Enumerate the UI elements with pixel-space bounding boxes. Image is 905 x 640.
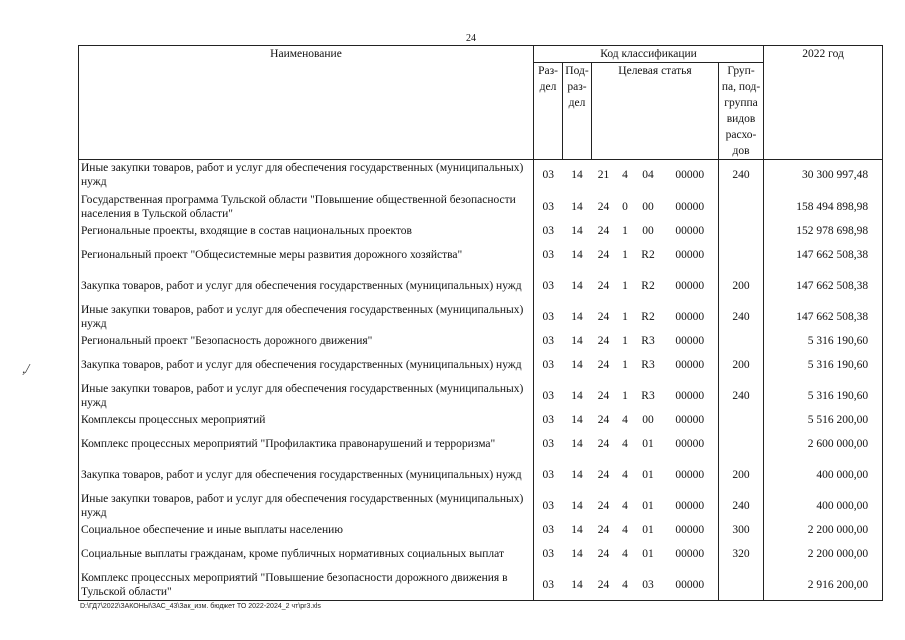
table-row — [79, 160, 883, 191]
row-amount: 400 000,00 — [764, 491, 883, 522]
row-section: 03 — [534, 240, 563, 271]
row-expense-group: 200 — [719, 460, 764, 491]
row-target-code: 00000 — [675, 500, 705, 512]
row-amount: 5 316 190,60 — [764, 381, 883, 412]
row-amount: 2 200 000,00 — [764, 522, 883, 539]
table-row — [79, 460, 883, 491]
table-row — [79, 539, 883, 570]
row-section: 03 — [534, 350, 563, 381]
row-subsection: 14 — [571, 335, 583, 347]
row-target-program: 24 — [597, 390, 610, 402]
row-target-direction: R3 — [641, 359, 655, 371]
row-subsection: 14 — [571, 169, 583, 182]
header-classification: Код классификации — [534, 46, 764, 63]
row-subsection: 14 — [571, 311, 583, 323]
row-target-code: 00000 — [675, 200, 705, 213]
row-target-code: 00000 — [675, 169, 705, 182]
row-section: 03 — [534, 223, 563, 240]
row-expense-group: 240 — [719, 491, 764, 522]
row-target-code: 00000 — [675, 438, 705, 450]
row-target-type: 1 — [622, 225, 628, 237]
row-target-program: 24 — [597, 359, 610, 371]
row-target-type: 1 — [622, 335, 628, 347]
row-target-type: 4 — [616, 570, 635, 601]
header-section: Раз- дел — [534, 63, 563, 160]
table-row — [79, 302, 883, 333]
row-target-program: 24 — [597, 335, 610, 347]
row-section: 03 — [534, 491, 563, 522]
row-subsection: 14 — [571, 280, 583, 292]
row-expense-group — [719, 191, 764, 223]
row-amount: 2 916 200,00 — [764, 570, 883, 601]
row-target-type: 4 — [622, 500, 628, 512]
row-section: 03 — [534, 333, 563, 350]
table-row — [79, 491, 883, 522]
row-target-type: 1 — [622, 249, 628, 261]
table-row — [79, 412, 883, 429]
row-section: 03 — [534, 302, 563, 333]
row-target-code: 00000 — [675, 414, 705, 426]
row-section: 03 — [534, 460, 563, 491]
row-target-direction: R2 — [641, 249, 655, 261]
table-row — [79, 333, 883, 350]
row-target-type: 4 — [622, 469, 628, 481]
row-target-program: 24 — [597, 280, 610, 292]
table-row — [79, 271, 883, 302]
row-target-type: 4 — [622, 524, 628, 536]
row-subsection: 14 — [571, 500, 583, 512]
row-target-code: 00000 — [662, 570, 719, 601]
table-row — [79, 350, 883, 381]
table-row — [79, 570, 883, 601]
row-target-program: 24 — [592, 570, 616, 601]
header-expense-group: Груп- па, под- группа видов расхо- дов — [719, 63, 764, 160]
row-target-direction: 01 — [642, 500, 654, 512]
row-section: 03 — [534, 191, 563, 223]
row-target-code: 00000 — [675, 390, 705, 402]
row-target-type: 1 — [622, 359, 628, 371]
row-target-program: 24 — [597, 414, 610, 426]
row-amount: 152 978 698,98 — [764, 223, 883, 240]
table-row — [79, 522, 883, 539]
row-target-code: 00000 — [675, 335, 705, 347]
row-name: Комплекс процессных мероприятий "Повышение безопасности дорожного движения в Тульской области" — [79, 570, 534, 601]
row-target-program: 21 — [597, 169, 610, 182]
row-target-type: 4 — [622, 548, 628, 560]
row-section: 03 — [534, 539, 563, 570]
row-name: Социальные выплаты гражданам, кроме публичных нормативных социальных выплат — [79, 539, 534, 570]
row-expense-group — [719, 412, 764, 429]
row-target-direction: 01 — [642, 548, 654, 560]
row-expense-group: 200 — [719, 350, 764, 381]
row-expense-group — [719, 240, 764, 271]
row-name: Закупка товаров, работ и услуг для обеспечения государственных (муниципальных) нужд — [79, 271, 534, 302]
row-subsection: 14 — [563, 570, 592, 601]
row-target-code: 00000 — [675, 469, 705, 481]
row-target-program: 24 — [597, 469, 610, 481]
table-row — [79, 223, 883, 240]
footer-file-path: D:\ГД7\2022\ЗАКОНЫ\ЗАС_43\Зак_изм. бюджет ТО 2022-2024_2 чт\pr3.xls — [80, 603, 321, 610]
row-target-direction: R2 — [641, 280, 655, 292]
row-target-direction: 00 — [642, 414, 654, 426]
row-target-program: 24 — [597, 225, 610, 237]
row-expense-group: 240 — [719, 302, 764, 333]
header-subsection: Под- раз- дел — [563, 63, 592, 160]
row-section: 03 — [534, 381, 563, 412]
row-amount: 5 516 200,00 — [764, 412, 883, 429]
row-name: Иные закупки товаров, работ и услуг для обеспечения государственных (муниципальных) нужд — [79, 381, 534, 412]
row-name: Закупка товаров, работ и услуг для обеспечения государственных (муниципальных) нужд — [79, 460, 534, 491]
row-target-direction: R2 — [641, 311, 655, 323]
row-subsection: 14 — [571, 359, 583, 371]
row-section: 03 — [534, 570, 563, 601]
header-year: 2022 год — [764, 46, 883, 160]
row-amount: 30 300 997,48 — [764, 160, 883, 191]
row-name: Социальное обеспечение и иные выплаты населению — [79, 522, 534, 539]
row-amount: 5 316 190,60 — [764, 333, 883, 350]
row-subsection: 14 — [571, 225, 583, 237]
row-target-code: 00000 — [675, 249, 705, 261]
row-name: Иные закупки товаров, работ и услуг для обеспечения государственных (муниципальных) нужд — [79, 302, 534, 333]
row-target-program: 24 — [597, 249, 610, 261]
row-target-code: 00000 — [675, 225, 705, 237]
row-section: 03 — [534, 271, 563, 302]
row-name: Закупка товаров, работ и услуг для обеспечения государственных (муниципальных) нужд — [79, 350, 534, 381]
row-name: Комплекс процессных мероприятий "Профилактика правонарушений и терроризма" — [79, 429, 534, 460]
row-target-type: 1 — [622, 390, 628, 402]
row-target-code: 00000 — [675, 280, 705, 292]
row-expense-group — [719, 429, 764, 460]
row-expense-group — [719, 333, 764, 350]
row-target-code: 00000 — [675, 548, 705, 560]
row-amount: 2 600 000,00 — [764, 429, 883, 460]
table-row — [79, 381, 883, 412]
row-target-direction: 00 — [642, 225, 654, 237]
row-expense-group — [719, 223, 764, 240]
row-expense-group: 200 — [719, 271, 764, 302]
row-subsection: 14 — [571, 524, 583, 536]
row-target-program: 24 — [597, 524, 610, 536]
row-name: Иные закупки товаров, работ и услуг для обеспечения государственных (муниципальных) нужд — [79, 491, 534, 522]
row-subsection: 14 — [571, 200, 583, 213]
row-target-program: 24 — [597, 438, 610, 450]
row-amount: 147 662 508,38 — [764, 271, 883, 302]
row-name: Региональные проекты, входящие в состав национальных проектов — [79, 223, 534, 240]
row-expense-group — [719, 570, 764, 601]
row-target-program: 24 — [597, 548, 610, 560]
row-target-type: 4 — [622, 169, 628, 182]
row-subsection: 14 — [571, 438, 583, 450]
row-target-code: 00000 — [675, 359, 705, 371]
row-name: Комплексы процессных мероприятий — [79, 412, 534, 429]
table-row — [79, 240, 883, 271]
row-subsection: 14 — [571, 390, 583, 402]
row-name: Региональный проект "Общесистемные меры развития дорожного хозяйства" — [79, 240, 534, 271]
row-name: Региональный проект "Безопасность дорожного движения" — [79, 333, 534, 350]
row-target-direction: 01 — [642, 438, 654, 450]
row-expense-group: 300 — [719, 522, 764, 539]
row-expense-group: 240 — [719, 160, 764, 191]
row-amount: 158 494 898,98 — [764, 191, 883, 223]
row-name: Государственная программа Тульской области "Повышение общественной безопасности населения в Тульской области" — [79, 191, 534, 223]
row-target-type: 0 — [622, 200, 628, 213]
row-amount: 147 662 508,38 — [764, 240, 883, 271]
row-target-type: 4 — [622, 438, 628, 450]
row-section: 03 — [534, 429, 563, 460]
table-row — [79, 429, 883, 460]
row-target-code: 00000 — [675, 524, 705, 536]
row-subsection: 14 — [571, 469, 583, 481]
row-name: Иные закупки товаров, работ и услуг для обеспечения государственных (муниципальных) нужд — [79, 160, 534, 191]
row-section: 03 — [534, 160, 563, 191]
row-subsection: 14 — [571, 414, 583, 426]
row-section: 03 — [534, 522, 563, 539]
row-target-direction: R3 — [641, 390, 655, 402]
table-row — [79, 191, 883, 223]
row-target-direction: 03 — [635, 570, 662, 601]
row-target-direction: 00 — [642, 200, 654, 213]
row-subsection: 14 — [571, 249, 583, 261]
row-target-code: 00000 — [675, 311, 705, 323]
header-name: Наименование — [79, 46, 534, 160]
budget-table — [78, 45, 883, 601]
row-amount: 5 316 190,60 — [764, 350, 883, 381]
row-amount: 400 000,00 — [764, 460, 883, 491]
row-target-direction: 04 — [642, 169, 654, 182]
row-amount: 147 662 508,38 — [764, 302, 883, 333]
page-number: 24 — [466, 33, 476, 44]
row-subsection: 14 — [571, 548, 583, 560]
row-target-direction: 01 — [642, 469, 654, 481]
row-target-direction: 01 — [642, 524, 654, 536]
row-target-type: 4 — [622, 414, 628, 426]
row-amount: 2 200 000,00 — [764, 539, 883, 570]
row-target-program: 24 — [597, 200, 610, 213]
header-target-article: Целевая статья — [592, 63, 719, 160]
row-expense-group: 320 — [719, 539, 764, 570]
row-expense-group: 240 — [719, 381, 764, 412]
row-target-program: 24 — [597, 500, 610, 512]
row-section: 03 — [534, 412, 563, 429]
row-target-program: 24 — [597, 311, 610, 323]
row-target-direction: R3 — [641, 335, 655, 347]
margin-mark: ,/ — [22, 362, 30, 377]
row-target-type: 1 — [622, 280, 628, 292]
row-target-type: 1 — [622, 311, 628, 323]
